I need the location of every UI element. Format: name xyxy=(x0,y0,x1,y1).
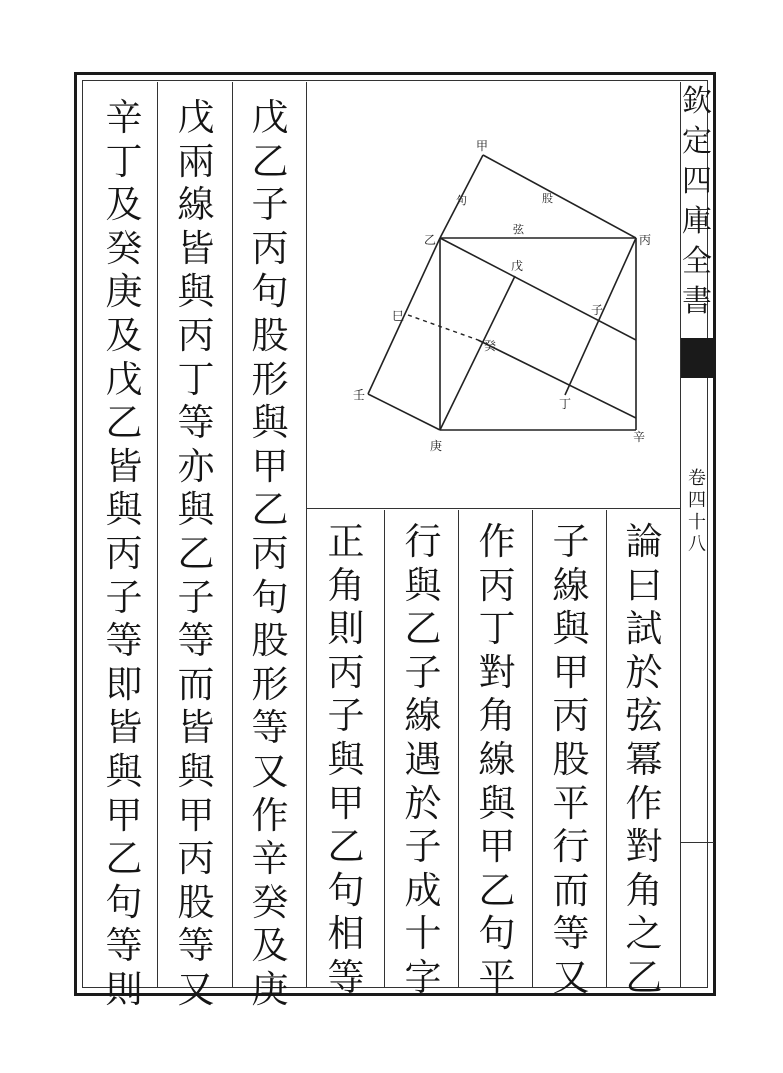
text-char: 等 xyxy=(177,619,215,663)
text-char: 皆 xyxy=(105,444,143,488)
text-char: 正 xyxy=(327,520,365,563)
text-char: 子 xyxy=(105,575,143,619)
text-char: 曰 xyxy=(625,563,663,607)
text-char: 甲 xyxy=(327,781,365,825)
text-char: 子 xyxy=(404,650,442,694)
point-label-xin: 辛 xyxy=(633,430,646,444)
text-char: 等 xyxy=(105,924,143,968)
text-char: 皆 xyxy=(105,706,143,750)
text-char: 丁 xyxy=(177,357,215,401)
text-char: 又 xyxy=(251,749,289,793)
margin-title-char: 庫 xyxy=(682,204,712,239)
text-char: 等 xyxy=(177,401,215,445)
text-char: 成 xyxy=(404,868,442,912)
text-char: 行 xyxy=(552,825,590,869)
text-char: 作 xyxy=(251,793,289,837)
diagram-line xyxy=(440,238,636,340)
volume-char: 四 xyxy=(688,490,706,511)
text-char: 句 xyxy=(251,270,289,314)
text-char: 丙 xyxy=(177,313,215,357)
point-label-gui: 癸 xyxy=(484,339,497,353)
text-char: 等 xyxy=(251,706,289,750)
text-char: 股 xyxy=(251,313,289,357)
text-char: 癸 xyxy=(251,880,289,924)
text-char: 之 xyxy=(625,912,663,956)
text-char: 句 xyxy=(105,880,143,924)
point-label-wu: 戊 xyxy=(511,259,524,273)
text-char: 而 xyxy=(552,868,590,912)
text-char: 庚 xyxy=(251,967,289,1011)
diagram-line xyxy=(478,340,636,418)
point-label-jia: 甲 xyxy=(476,139,489,153)
text-char: 子 xyxy=(327,694,365,738)
diagram-line xyxy=(368,394,440,430)
text-char: 股 xyxy=(251,619,289,663)
margin-title-char: 書 xyxy=(682,284,712,319)
text-char: 又 xyxy=(552,955,590,999)
text-char: 冪 xyxy=(625,737,663,781)
point-label-ji: 巳 xyxy=(392,309,405,323)
text-char: 丁 xyxy=(478,607,516,651)
text-char: 字 xyxy=(404,955,442,999)
margin-title-char: 全 xyxy=(682,244,712,279)
text-char: 與 xyxy=(105,749,143,793)
text-char: 丙 xyxy=(552,694,590,738)
text-char: 癸 xyxy=(105,226,143,270)
text-char: 與 xyxy=(327,737,365,781)
text-char: 皆 xyxy=(177,706,215,750)
text-char: 遇 xyxy=(404,737,442,781)
text-char: 等 xyxy=(177,924,215,968)
point-label-bing: 丙 xyxy=(639,233,652,247)
text-char: 作 xyxy=(625,781,663,825)
diagram-dashed-line xyxy=(408,315,478,340)
text-char: 與 xyxy=(177,749,215,793)
text-char: 與 xyxy=(177,270,215,314)
text-char: 而 xyxy=(177,662,215,706)
text-char: 行 xyxy=(404,520,442,563)
text-char: 形 xyxy=(251,357,289,401)
text-char: 戊 xyxy=(177,96,215,139)
text-char: 戊 xyxy=(105,357,143,401)
text-char: 及 xyxy=(251,924,289,968)
text-char: 乙 xyxy=(105,401,143,445)
text-char: 與 xyxy=(105,488,143,532)
text-char: 乙 xyxy=(105,837,143,881)
text-char: 丙 xyxy=(327,650,365,694)
point-label-ding: 丁 xyxy=(559,397,572,411)
text-char: 十 xyxy=(404,912,442,956)
text-char: 線 xyxy=(478,737,516,781)
text-char: 辛 xyxy=(251,837,289,881)
volume-char: 卷 xyxy=(688,468,706,489)
text-char: 與 xyxy=(177,488,215,532)
diagram-line xyxy=(483,155,636,238)
text-char: 形 xyxy=(251,662,289,706)
text-char: 線 xyxy=(404,694,442,738)
text-char: 句 xyxy=(478,912,516,956)
text-char: 則 xyxy=(327,607,365,651)
text-char: 子 xyxy=(177,575,215,619)
text-char: 角 xyxy=(478,694,516,738)
margin-title-char: 定 xyxy=(682,124,712,159)
text-char: 丙 xyxy=(478,563,516,607)
text-char: 甲 xyxy=(478,825,516,869)
text-char: 即 xyxy=(105,662,143,706)
margin-title-char: 四 xyxy=(682,164,712,199)
text-char: 兩 xyxy=(177,139,215,183)
text-char: 角 xyxy=(327,563,365,607)
point-label-ren: 壬 xyxy=(353,388,366,402)
text-char: 平 xyxy=(478,955,516,999)
text-char: 丁 xyxy=(105,139,143,183)
text-char: 丙 xyxy=(105,531,143,575)
text-char: 等 xyxy=(327,955,365,999)
text-char: 丙 xyxy=(177,837,215,881)
text-char: 乙 xyxy=(177,531,215,575)
text-char: 句 xyxy=(251,575,289,619)
text-char: 等 xyxy=(105,619,143,663)
text-char: 乙 xyxy=(251,139,289,183)
volume-char: 八 xyxy=(688,534,706,555)
text-char: 甲 xyxy=(105,793,143,837)
text-char: 於 xyxy=(625,650,663,694)
text-char: 乙 xyxy=(404,607,442,651)
text-char: 丙 xyxy=(251,226,289,270)
text-char: 乙 xyxy=(478,868,516,912)
margin-title-char: 欽 xyxy=(682,84,712,119)
text-char: 及 xyxy=(105,183,143,227)
text-char: 與 xyxy=(404,563,442,607)
text-char: 對 xyxy=(625,825,663,869)
text-char: 庚 xyxy=(105,270,143,314)
text-char: 亦 xyxy=(177,444,215,488)
text-char: 子 xyxy=(251,183,289,227)
point-label-yi: 乙 xyxy=(424,233,437,247)
text-char: 甲 xyxy=(251,444,289,488)
volume-char: 十 xyxy=(688,512,706,533)
text-char: 辛 xyxy=(105,96,143,139)
text-char: 平 xyxy=(552,781,590,825)
text-char: 甲 xyxy=(552,650,590,694)
text-char: 則 xyxy=(105,967,143,1011)
point-label-geng: 庚 xyxy=(430,439,443,453)
side-label-xian: 弦 xyxy=(513,223,524,236)
text-char: 句 xyxy=(327,868,365,912)
text-char: 戊 xyxy=(251,96,289,139)
text-char: 子 xyxy=(404,825,442,869)
text-char: 丙 xyxy=(251,531,289,575)
text-char: 作 xyxy=(478,520,516,563)
text-char: 與 xyxy=(251,401,289,445)
text-char: 線 xyxy=(552,563,590,607)
text-char: 相 xyxy=(327,912,365,956)
text-char: 乙 xyxy=(251,488,289,532)
side-label-gou: 句 xyxy=(456,194,467,207)
text-char: 皆 xyxy=(177,226,215,270)
text-char: 於 xyxy=(404,781,442,825)
text-char: 對 xyxy=(478,650,516,694)
text-char: 論 xyxy=(625,520,663,563)
text-char: 角 xyxy=(625,868,663,912)
text-char: 甲 xyxy=(177,793,215,837)
text-char: 與 xyxy=(478,781,516,825)
text-char: 乙 xyxy=(625,955,663,999)
text-char: 股 xyxy=(552,737,590,781)
text-char: 與 xyxy=(552,607,590,651)
text-char: 股 xyxy=(177,880,215,924)
text-char: 弦 xyxy=(625,694,663,738)
text-char: 又 xyxy=(177,967,215,1011)
text-char: 子 xyxy=(552,520,590,563)
side-label-gu: 股 xyxy=(542,192,553,205)
point-label-zi: 子 xyxy=(591,303,604,317)
text-char: 試 xyxy=(625,607,663,651)
text-char: 乙 xyxy=(327,825,365,869)
text-char: 及 xyxy=(105,313,143,357)
text-char: 線 xyxy=(177,183,215,227)
text-char: 等 xyxy=(552,912,590,956)
